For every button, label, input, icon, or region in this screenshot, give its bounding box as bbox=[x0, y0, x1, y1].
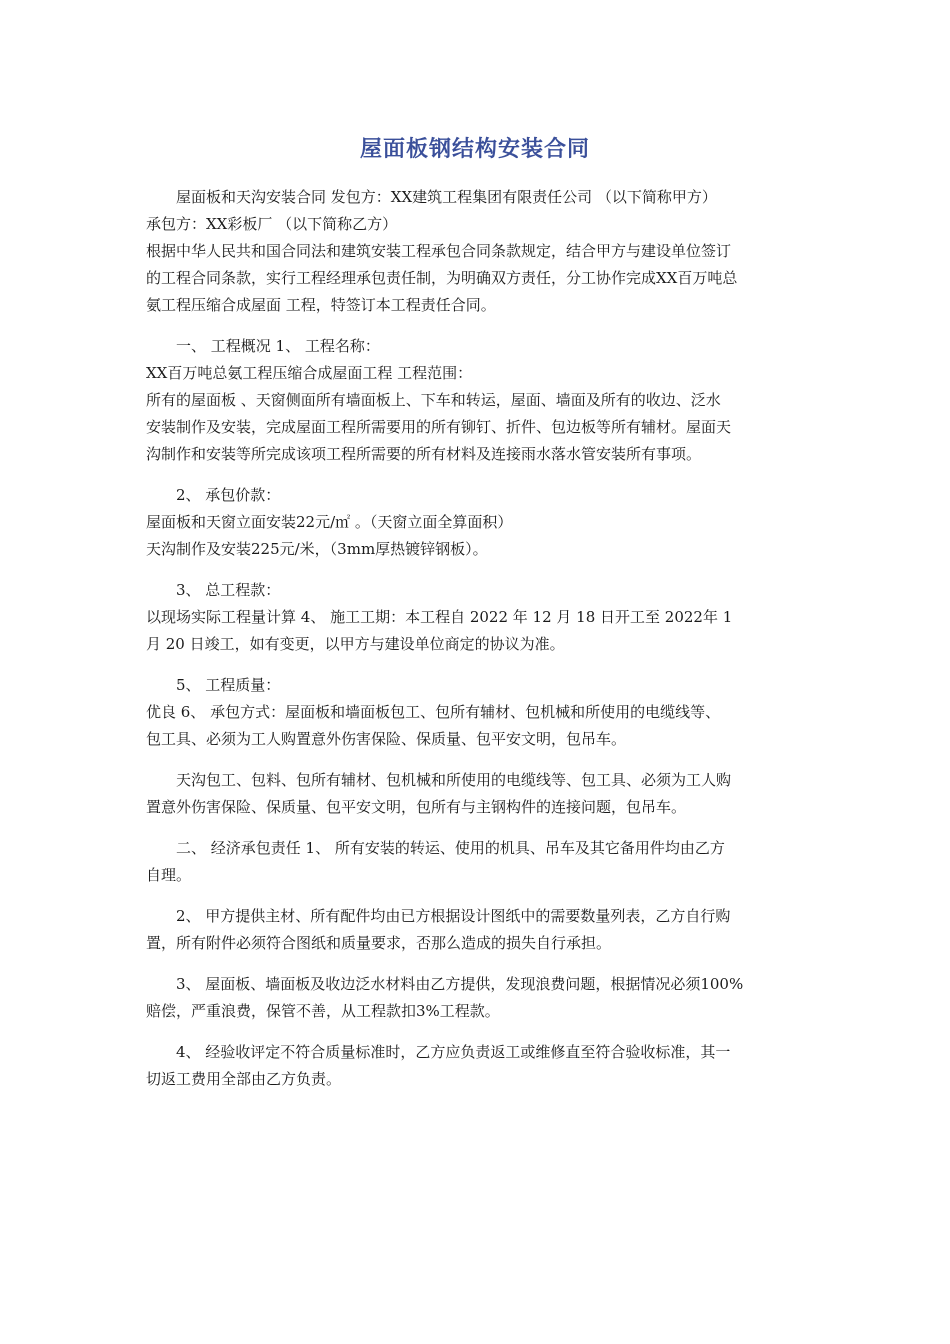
paragraph-line: 承包方：XX彩板厂 （以下简称乙方） bbox=[146, 215, 398, 233]
paragraph-line: 置意外伤害保险、保质量、包平安文明，包所有与主钢构件的连接问题，包吊车。 bbox=[146, 798, 687, 816]
section-heading: 5、 工程质量： bbox=[176, 676, 281, 694]
paragraph-line: 屋面板和天窗立面安装22元/㎡ 。（天窗立面全算面积） bbox=[146, 513, 513, 531]
section-heading: 二、 经济承包责任 1、 所有安装的转运、使用的机具、吊车及其它备用件均由乙方 bbox=[176, 839, 725, 857]
paragraph-line: 所有的屋面板 、天窗侧面所有墙面板上、下车和转运，屋面、墙面及所有的收边、泛水 bbox=[146, 391, 721, 409]
paragraph-line: 3、 屋面板、墙面板及收边泛水材料由乙方提供，发现浪费问题，根据情况必须100% bbox=[176, 975, 744, 993]
paragraph-line: 2、 甲方提供主材、所有配件均由已方根据设计图纸中的需要数量列表，乙方自行购 bbox=[176, 907, 731, 925]
paragraph-line: 屋面板和天沟安装合同 发包方：XX建筑工程集团有限责任公司 （以下简称甲方） bbox=[176, 188, 717, 206]
document-title: 屋面板钢结构安装合同 bbox=[359, 137, 590, 162]
section-heading: 2、 承包价款： bbox=[176, 486, 281, 504]
paragraph-line: 包工具、必须为工人购置意外伤害保险、保质量、包平安文明，包吊车。 bbox=[146, 730, 627, 748]
paragraph-line: 优良 6、 承包方式：屋面板和墙面板包工、包所有辅材、包机械和所使用的电缆线等、 bbox=[146, 703, 721, 721]
paragraph-line: 安装制作及安装，完成屋面工程所需要用的所有铆钉、折件、包边板等所有辅材。屋面天 bbox=[146, 418, 732, 436]
paragraph-line: 4、 经验收评定不符合质量标准时，乙方应负责返工或维修直至符合验收标准，其一 bbox=[176, 1043, 731, 1061]
section-heading: 3、 总工程款： bbox=[176, 581, 281, 599]
paragraph-line: 切返工费用全部由乙方负责。 bbox=[146, 1070, 342, 1088]
section-heading: 一、 工程概况 1、 工程名称： bbox=[176, 337, 380, 355]
paragraph-line: 氨工程压缩合成屋面 工程，特签订本工程责任合同。 bbox=[146, 296, 496, 314]
paragraph-line: 自理。 bbox=[146, 866, 192, 884]
paragraph-line: 天沟包工、包料、包所有辅材、包机械和所使用的电缆线等、包工具、必须为工人购 bbox=[176, 771, 732, 789]
paragraph-line: XX百万吨总氨工程压缩合成屋面工程 工程范围： bbox=[146, 364, 473, 382]
paragraph-line: 沟制作和安装等所完成该项工程所需要的所有材料及连接雨水落水管安装所有事项。 bbox=[146, 445, 702, 463]
paragraph-line: 置，所有附件必须符合图纸和质量要求，否那么造成的损失自行承担。 bbox=[146, 934, 612, 952]
paragraph-line: 赔偿，严重浪费，保管不善，从工程款扣3%工程款。 bbox=[146, 1002, 500, 1020]
paragraph-line: 以现场实际工程量计算 4、 施工工期：本工程自 2022 年 12 月 18 日开工至 2022年 1 bbox=[146, 608, 733, 626]
paragraph-line: 天沟制作及安装225元/米，（3mm厚热镀锌钢板）。 bbox=[146, 540, 488, 558]
document-body bbox=[146, 184, 806, 1093]
paragraph-line: 根据中华人民共和国合同法和建筑安装工程承包合同条款规定，结合甲方与建设单位签订 bbox=[146, 242, 732, 260]
paragraph-line: 月 20 日竣工，如有变更，以甲方与建设单位商定的协议为准。 bbox=[146, 635, 565, 653]
paragraph-line: 的工程合同条款，实行工程经理承包责任制，为明确双方责任，分工协作完成XX百万吨总 bbox=[146, 269, 738, 287]
